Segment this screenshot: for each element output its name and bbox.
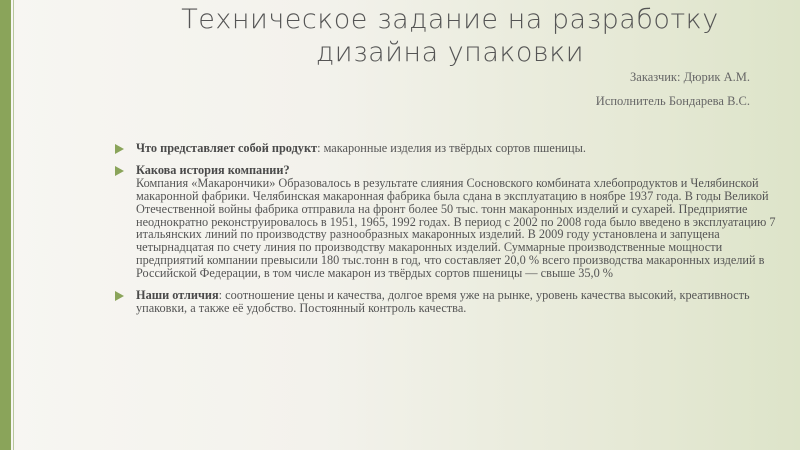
triangle-bullet-icon [115, 291, 124, 301]
item-text: Компания «Макарончики» Образовалось в результате слияния Сосновского комбината хлебопродуктов и Челябинской макаронной фабрики. Челябинская макаронная фабрика была сдана в эксплуатацию в ноябре 1937 года. В годы Великой Отечественной войны фабрика отправила на фронт более 50 тыс. тонн макаронных изделий и сухарей. Предприятие неоднократно реконструировалось в 1951, 1965, 1992 годах. В период с 2002 по 2008 года было введено в эксплуатацию 7 итальянских линий по производству разнообразных макаронных изделий. В 2009 году установлена и запущена четырнадцатая по счету линия по производству макаронных изделий. Суммарные производственные мощности предприятий компании превысили 180 тыс.тонн в год, что составляет 20,0 % всего производства макаронных изделий в Российской Федерации, в том числе макарон из твёрдых сортов пшеницы — свыше 35,0 % [136, 175, 776, 281]
slide-title [150, 3, 750, 69]
slide-title-line-2: дизайна упаковки [315, 37, 585, 68]
list-item-product [110, 142, 782, 155]
slide-title-line-1: Техническое задание на разработку [181, 4, 719, 35]
triangle-bullet-icon [115, 166, 124, 176]
item-heading: Какова история компании? [136, 162, 290, 177]
triangle-bullet-icon [115, 144, 124, 154]
item-heading: Наши отличия [136, 288, 219, 303]
slide-content [110, 142, 782, 324]
customer-label: Заказчик: Дюрик А.М. [630, 70, 750, 84]
executor-label: Исполнитель Бондарева В.С. [595, 94, 750, 108]
left-accent-bar [0, 0, 11, 450]
item-heading: Что представляет собой продукт [136, 141, 318, 155]
list-item-differences [110, 289, 782, 315]
slide-meta [596, 70, 750, 108]
list-item-history [110, 164, 782, 280]
left-accent-line [13, 0, 14, 450]
item-text: : соотношение цены и качества, долгое время уже на рынке, уровень качества высокий, креативность упаковки, а также её удобство. Постоянный контроль качества. [136, 288, 750, 315]
item-text: : макаронные изделия из твёрдых сортов пшеницы. [317, 141, 586, 155]
